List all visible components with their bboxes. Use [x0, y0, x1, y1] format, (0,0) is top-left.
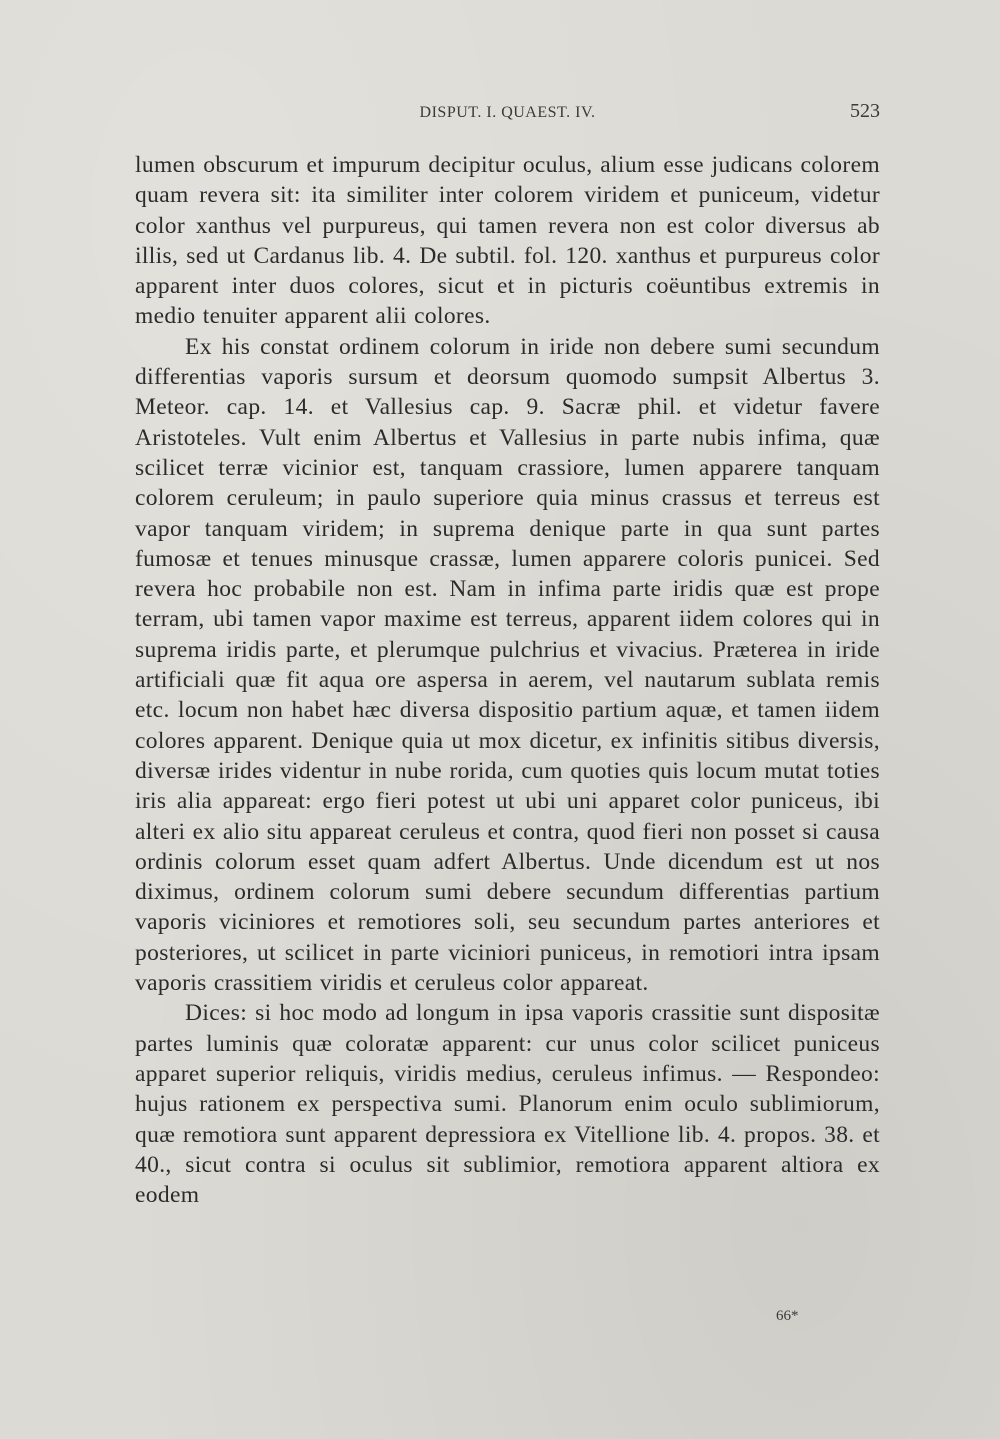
page-header: [135, 100, 880, 130]
paragraph-dices: Dices: si hoc modo ad longum in ipsa vaporis crassitie sunt dispositæ partes luminis quæ coloratæ apparent: cur unus color scilicet puniceus apparet superior reliquis, viridis medius, ceruleus infimus. — Respondeo: hujus rationem ex perspectiva sumi. Planorum enim oculo sublimiorum, quæ remotiora sunt apparent depressiora ex Vitellione lib. 4. propos. 38. et 40., sicut contra si oculus sit sublimior, remotiora apparent altiora ex eodem: [135, 1000, 880, 1209]
body-text: [135, 150, 880, 1210]
page-number: 523: [850, 100, 880, 122]
paragraph-continued: lumen obscurum et impurum decipitur oculus, alium esse judicans colorem quam revera sit: ita similiter inter colorem viridem et puniceum, videtur color xanthus vel purpureus, qui tamen revera non est color diversus ab illis, sed ut Cardanus lib. 4. De subtil. fol. 120. xanthus et purpureus color apparent inter duos colores, sicut et in picturis coëuntibus extremis in medio tenuiter apparent alii colores.: [135, 152, 880, 330]
paragraph-ex-his-constat: Ex his constat ordinem colorum in iride non debere sumi secundum differentias vaporis sursum et deorsum quomodo sumpsit Albertus 3. Meteor. cap. 14. et Vallesius cap. 9. Sacræ phil. et videtur favere Aristoteles. Vult enim Albertus et Vallesius in parte nubis infima, quæ scilicet terræ vicinior est, tanquam crassiore, lumen apparere tanquam colorem ceruleum; in paulo superiore quia minus crassus et terreus est vapor tanquam viridem; in suprema denique parte in qua sunt partes fumosæ et tenues minusque crassæ, lumen apparere coloris punicei. Sed revera hoc probabile non est. Nam in infima parte iridis quæ est prope terram, ubi tamen vapor maxime est terreus, apparent iidem colores qui in suprema iridis parte, et plerumque pulchrius et vivacius. Præterea in iride artificiali quæ fit aqua ore aspersa in aerem, vel nautarum sublata remis etc. locum non habet hæc diversa dispositio partium aquæ, et tamen iidem colores apparent. Denique quia ut mox dicetur, ex infinitis sitibus diversis, diversæ irides videntur in nube rorida, cum quoties quis locum mutat toties iris alia appareat: ergo fieri potest ut ubi uni apparet color puniceus, ibi alteri ex alio situ appareat ceruleus et contra, quod fieri non posset si causa ordinis colorum esset quam adfert Albertus. Unde dicendum est ut nos diximus, ordinem colorum sumi debere secundum differentias partium vaporis viciniores et remotiores soli, seu secundum partes anteriores et posteriores, ut scilicet in parte viciniori puniceus, in remotiori intra ipsam vaporis crassitiem viridis et ceruleus color appareat.: [135, 333, 880, 997]
signature-mark: 66*: [776, 1308, 799, 1324]
running-head: DISPUT. I. QUAEST. IV.: [419, 104, 596, 121]
